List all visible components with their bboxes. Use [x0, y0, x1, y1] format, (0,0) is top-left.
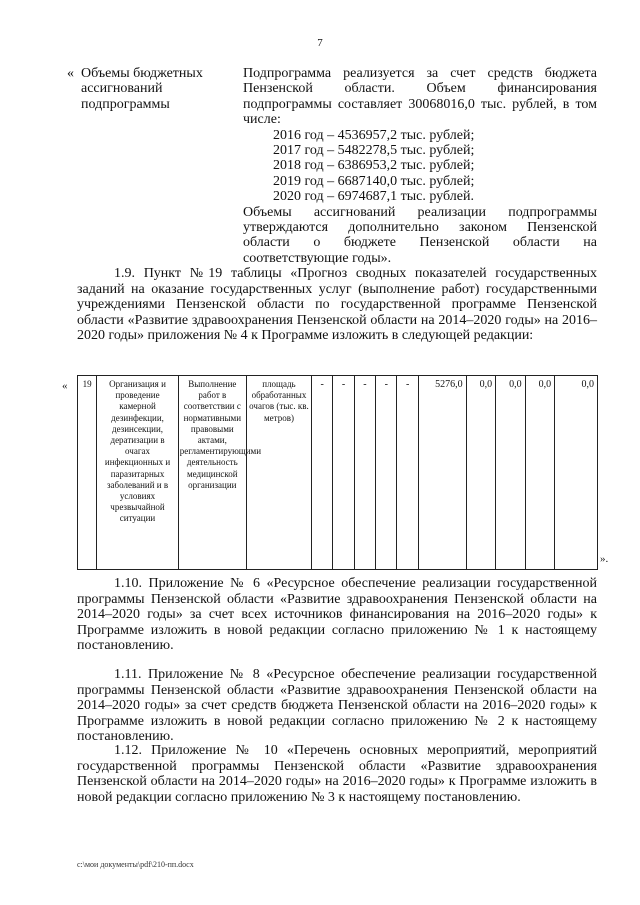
paragraph-1-12: [77, 743, 597, 805]
budget-open-quote: «: [67, 66, 74, 81]
cell-value: 0,0: [466, 376, 496, 570]
budget-intro: Подпрограмма реализуется за счет средств бюджета Пензенской области. Объем финансирования подпрограммы составляет 30068016,0 тыс. рублей, в том числе:: [243, 66, 597, 128]
indicator-table: [77, 375, 598, 570]
cell-value: 5276,0: [418, 376, 466, 570]
paragraph-1-10: [77, 576, 597, 654]
paragraph-1-9-text: 1.9. Пункт №19 таблицы «Прогноз сводных показателей государственных заданий на оказание государственных услуг (выполнение работ) государственными учреждениями Пензенской области по государственной программе Пензенской области «Развитие здравоохранения Пензенской области на 2014–2020 годы» на 2016–2020 годы» приложения № 4 к Программе изложить в следующей редакции:: [77, 266, 597, 343]
page-number: 7: [317, 37, 323, 49]
budget-closing: Объемы ассигнований реализации подпрограммы утверждаются дополнительно законом Пензенской области о бюджете Пензенской области на соответствующие годы».: [243, 204, 597, 266]
paragraph-1-10-text: 1.10. Приложение № 6 «Ресурсное обеспечение реализации государственной программы Пензенской области «Развитие здравоохранения Пензенской области на 2014–2020 годы» за счет всех источников финансирования на 2016–2020 годы» к Программе изложить в новой редакции согласно приложению № 1 к настоящему постановлению.: [77, 576, 597, 653]
budget-year-2018: 2018 год – 6386953,2 тыс. рублей;: [273, 158, 475, 174]
paragraph-1-12-text: 1.12. Приложение № 10 «Перечень основных мероприятий, мероприятий государственной программы Пензенской области «Развитие здравоохранения Пензенской области на 2014–2020 годы» на 2016–2020 годы» к Программе изложить в новой редакции согласно приложению № 3 к настоящему постановлению.: [77, 743, 597, 805]
cell-value: 0,0: [496, 376, 526, 570]
cell-number: 19: [78, 376, 97, 570]
budget-year-2017: 2017 год – 5482278,5 тыс. рублей;: [273, 143, 475, 159]
paragraph-1-9: [77, 266, 597, 344]
cell-service-name: Организация и проведение камерной дезинфекции, дезинсекции, дератизации в очагах инфекционных и паразитарных заболеваний и в условиях чрезвычайной ситуации: [97, 376, 178, 570]
cell-dash: -: [312, 376, 333, 570]
paragraph-1-11: [77, 667, 597, 745]
table-open-quote: «: [62, 380, 68, 392]
budget-label: Объемы бюджетных ассигнований подпрограммы: [81, 66, 203, 112]
file-path-footer: c:\мои документы\pdf\210-пп.docx: [77, 860, 194, 869]
cell-work-kind: Выполнение работ в соответствии с нормативными правовыми актами, регламентирующими деятельность медицинской организации: [178, 376, 246, 570]
cell-dash: -: [333, 376, 354, 570]
cell-dash: -: [376, 376, 397, 570]
cell-unit: площадь обработанных очагов (тыс. кв. метров): [246, 376, 311, 570]
table-row: [78, 376, 598, 570]
paragraph-1-11-text: 1.11. Приложение № 8 «Ресурсное обеспечение реализации государственной программы Пензенской области «Развитие здравоохранения Пензенской области на 2014–2020 годы» за счет средств бюджета Пензенской области на 2016–2020 годы» к Программе изложить в новой редакции согласно приложению № 2 к настоящему постановлению.: [77, 667, 597, 744]
budget-year-2016: 2016 год – 4536957,2 тыс. рублей;: [273, 127, 475, 143]
cell-value: 0,0: [555, 376, 598, 570]
budget-text: [243, 66, 597, 266]
cell-dash: -: [354, 376, 375, 570]
table-close-quote: ».: [600, 553, 609, 565]
cell-dash: -: [397, 376, 418, 570]
budget-year-2020: 2020 год – 6974687,1 тыс. рублей.: [273, 189, 474, 205]
cell-value: 0,0: [525, 376, 555, 570]
budget-year-2019: 2019 год – 6687140,0 тыс. рублей;: [273, 173, 475, 189]
